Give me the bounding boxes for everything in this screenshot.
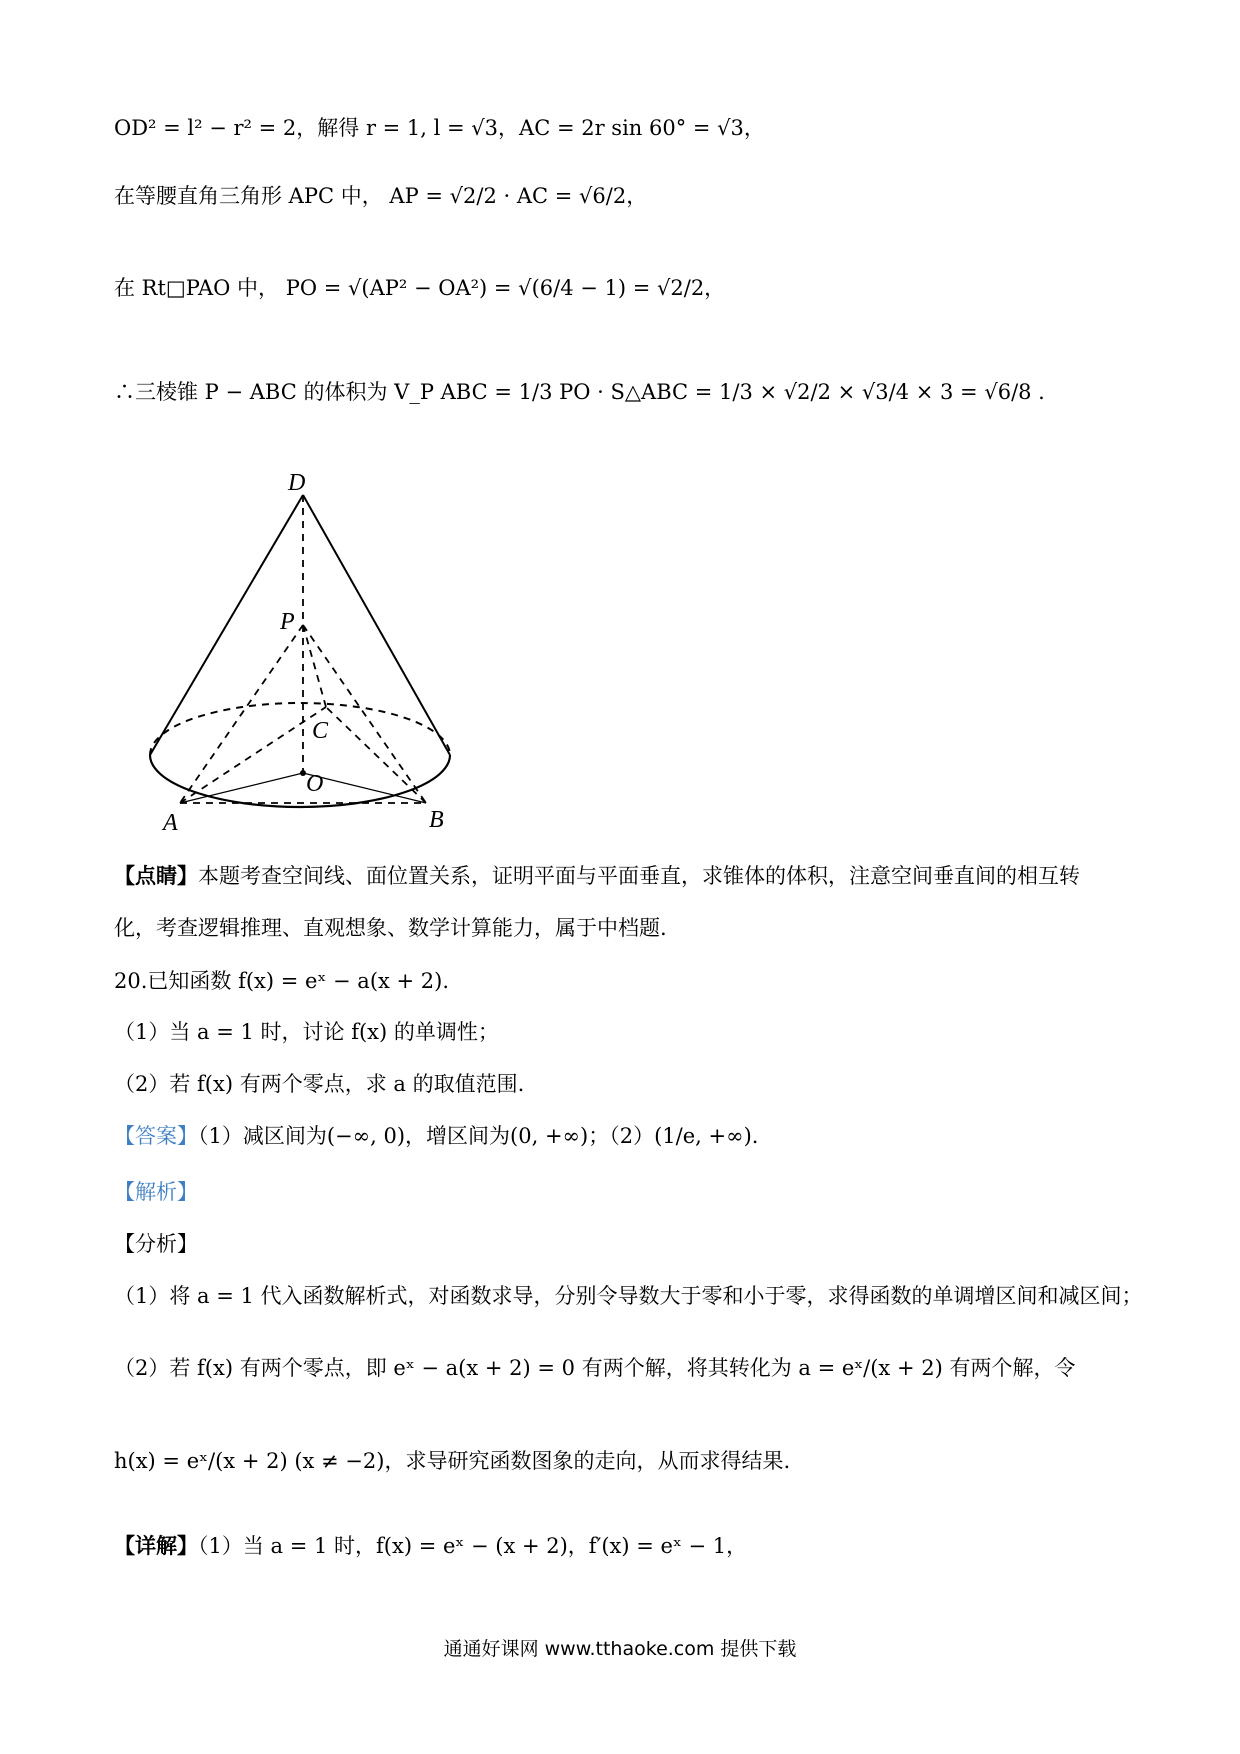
xiangjie-tag: 【详解】 (114, 1533, 198, 1558)
equation-po: PO = √(AP² − OA²) = √(6/4 − 1) = √2/2， (285, 276, 726, 300)
solution-line-2 (114, 180, 647, 210)
answer-text: （1）减区间为(−∞, 0)，增区间为(0, +∞)；（2）(1/e, +∞). (198, 1124, 759, 1148)
label-b: B (429, 807, 444, 833)
label-a: A (163, 810, 178, 835)
fenxi-line-2: （2）若 f(x) 有两个零点，即 eˣ − a(x + 2) = 0 有两个解，将其转化为 a = eˣ/(x + 2) 有两个解，令 (114, 1356, 1076, 1380)
q20-part-2: （2）若 f(x) 有两个零点，求 a 的取值范围. (114, 1072, 525, 1096)
fenxi-tag: 【分析】 (114, 1232, 198, 1256)
line-3-prefix: 在 Rt□PAO 中， (114, 276, 280, 300)
edge-pa (180, 625, 303, 803)
line-2-prefix: 在等腰直角三角形 APC 中， (114, 184, 383, 208)
equation-od-rl: OD² = l² − r² = 2，解得 r = 1, l = √3，AC = 2r sin 60° = √3， (114, 116, 765, 140)
label-p: P (280, 609, 295, 635)
base-back-arc (150, 703, 450, 755)
dianjing-text-2: 化，考查逻辑推理、直观想象、数学计算能力，属于中档题. (114, 916, 667, 940)
dianjing-line-1 (114, 860, 1080, 890)
xiangjie-line (114, 1530, 747, 1560)
fenxi-line-1: （1）将 a = 1 代入函数解析式，对函数求导，分别令导数大于零和小于零，求得函数的单调增区间和减区间； (114, 1284, 1143, 1308)
cone-pyramid-figure (130, 455, 470, 835)
dianjing-line-2 (114, 912, 667, 942)
jiexi-tag: 【解析】 (114, 1180, 198, 1204)
dianjing-tag: 【点睛】 (114, 863, 198, 888)
equation-volume: V_P ABC = 1/3 PO · S△ABC = 1/3 × √2/2 × √3/4 × 3 = √6/8 . (394, 380, 1045, 404)
xiangjie-text-1: （1）当 a = 1 时，f(x) = eˣ − (x + 2)，f′(x) = eˣ − 1， (198, 1534, 748, 1558)
q20-stem: 20.已知函数 f(x) = eˣ − a(x + 2). (114, 969, 450, 993)
dianjing-text-1: 本题考查空间线、面位置关系，证明平面与平面垂直，求锥体的体积，注意空间垂直间的相互转 (198, 864, 1080, 888)
label-d: D (288, 470, 306, 496)
answer-line (114, 1120, 758, 1150)
fenxi-line-3: h(x) = eˣ/(x + 2) (x ≠ −2)，求导研究函数图象的走向，从而求得结果. (114, 1449, 791, 1473)
answer-tag: 【答案】 (114, 1124, 198, 1148)
edge-pc (303, 625, 326, 707)
cone-edge-right (303, 495, 450, 755)
label-o: O (306, 771, 324, 797)
solution-line-1 (114, 112, 765, 142)
label-c: C (312, 718, 329, 744)
edge-bc (326, 707, 426, 803)
edge-ac (180, 707, 326, 803)
page-footer: 通通好课网 www.tthaoke.com 提供下载 (443, 1638, 797, 1660)
solution-line-4 (114, 376, 1045, 406)
line-4-prefix: ∴三棱锥 P − ABC 的体积为 (114, 380, 388, 404)
solution-line-3 (114, 272, 725, 302)
q20-part-1: （1）当 a = 1 时，讨论 f(x) 的单调性； (114, 1020, 499, 1044)
equation-ap: AP = √2/2 · AC = √6/2， (389, 184, 648, 208)
